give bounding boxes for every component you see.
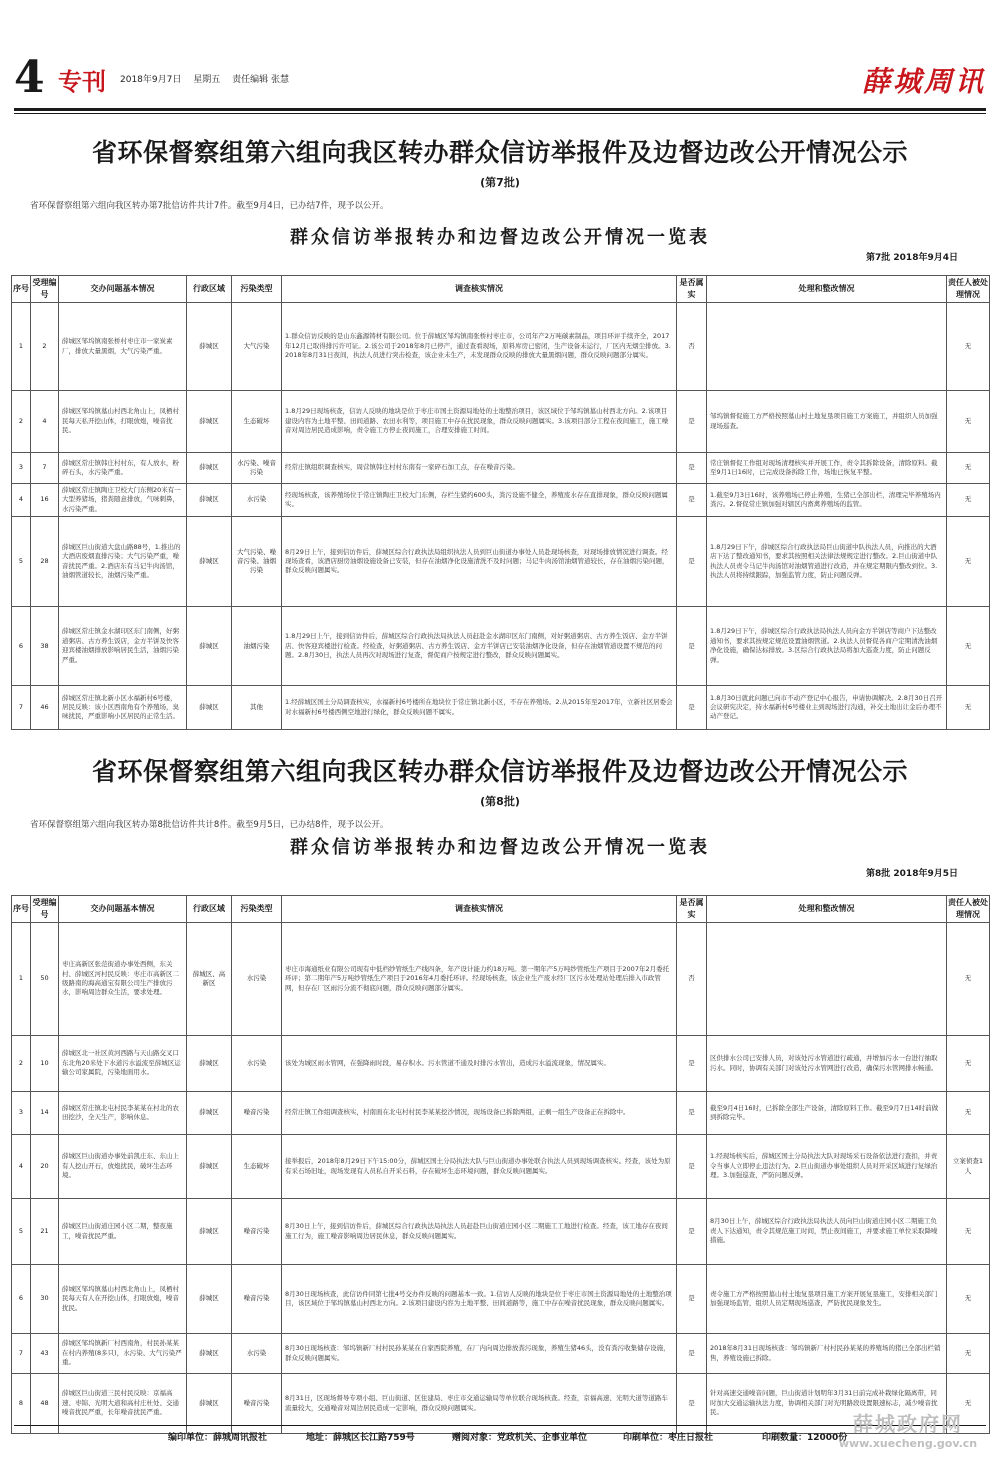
column-name: 专刊 (58, 68, 106, 96)
table-row (12, 1036, 990, 1092)
row-issue: 薛城区常庄镇北新小区水福新村6号楼，居民反映：该小区西南角有个养殖场，臭味扰民，严重影响小区居民的正常生活。 (59, 686, 187, 730)
row-issue: 薛城区常庄镇陶庄卫校大门东侧20米有一大型养猪场，猪粪随意排放，气味刺鼻，水污染严重。 (59, 484, 187, 517)
column-header: 污染类型 (232, 896, 282, 923)
row-investigation: 该处为城区雨水管网，在强降雨时段，易存积水。污水管道不通及时排污水管出，造成污水溢流现象，情况属实。 (282, 1036, 677, 1092)
row-responsible: 无 (947, 1334, 990, 1374)
row-region: 薛城区 (187, 1199, 232, 1265)
row-region: 薛城区 (187, 1092, 232, 1135)
row-verified: 否 (677, 303, 707, 391)
row-code: 48 (31, 1374, 59, 1434)
paper-logo: 薛城周讯 (861, 65, 986, 98)
row-issue: 薛城区巨山街道三民村民反映：京福高速、枣锦、光明大道和高村庄杜处、交通噪音扰民严重，长年噪音扰民严重。 (59, 1374, 187, 1434)
row-handling: 1.截至9月3日16时，该养殖场已停止养殖，生猪已全部出栏，清理完毕养殖场内粪污。2.督促常庄镇加强对辖区内畜禽养殖场的监管。 (707, 484, 947, 517)
row-responsible: 无 (947, 1092, 990, 1135)
row-investigation: 经现场核查，该养殖场位于常庄镇陶庄卫校大门东侧，存栏生猪约600头，粪污设施不健全，养殖废水存在直排现象，群众反映问题属实。 (282, 484, 677, 517)
row-number: 8 (12, 1374, 31, 1434)
row-pollution-type: 大气污染 (232, 303, 282, 391)
row-code: 10 (31, 1036, 59, 1092)
colophon-address: 地址：薛城区长江路759号 (306, 1433, 415, 1443)
table-row (12, 1334, 990, 1374)
row-code: 43 (31, 1334, 59, 1374)
row-responsible: 无 (947, 1199, 990, 1265)
batch8-table (11, 895, 990, 1434)
row-code: 50 (31, 923, 59, 1036)
batch7-intro: 省环保督察组第六组向我区转办第7批信访件共计7件。截至9月4日，已办结7件，现予以公开。 (30, 201, 389, 211)
batch7-table (11, 275, 990, 730)
row-issue: 薛城区邹坞镇墓山村西北角山上，凤栖村民每天有人在开挖山体，打眼放炮，噪音扰民。 (59, 1265, 187, 1334)
row-region: 薛城区 (187, 303, 232, 391)
issue-weekday: 星期五 (193, 75, 221, 85)
row-verified: 是 (677, 517, 707, 607)
row-responsible: 无 (947, 391, 990, 453)
batch8-subtitle: 群众信访举报转办和边督边改公开情况一览表 (290, 837, 710, 858)
row-handling: 8月30日上午，薛城区综合行政执法局执法人员向巨山街道庄园小区二期施工负责人下达通知，责令其规范施工时间，禁止夜间施工，并要求施工单位采取降噪措施。 (707, 1199, 947, 1265)
row-number: 6 (12, 1265, 31, 1334)
row-pollution-type: 其他 (232, 686, 282, 730)
row-investigation: 8月30日上午，接到信访件后，薛城区综合行政执法局执法人员赶赴巨山街道庄园小区二期施工工地进行检查。经查，该工地存在夜间施工行为，施工噪音影响周边居民休息，群众反映问题属实。 (282, 1199, 677, 1265)
row-responsible: 无 (947, 686, 990, 730)
row-verified: 是 (677, 607, 707, 686)
batch7-number: (第7批) (480, 176, 520, 189)
row-investigation: 8月30日现场核查，此信访件同第七批4号交办件反映的问题基本一致。1.信访人反映的地块是位于枣庄市国土资源局地处的土地整治项目，该区域位于邹坞镇墓山村西北方向。2.该项目建设内容为土地平整、田间道路等，施工中存在噪音扰民现象，群众反映问题属实。 (282, 1265, 677, 1334)
row-investigation: 8月30日现场核查：邹坞镇新厂村村民孙某某在自家西院养殖，在厂内向周边排放粪污现象，养殖生猪46头，没有粪污收集储存设施，群众反映问题属实。 (282, 1334, 677, 1374)
column-header: 是否属实 (677, 276, 707, 303)
page-number: 4 (14, 52, 45, 103)
row-verified: 是 (677, 1199, 707, 1265)
row-investigation: 1.8月29日现场核查，信访人反映的地块是位于枣庄市国土资源局地处的土地整治项目，该区域位于邹坞镇墓山村西北方向。2.该项目建设内容为土地平整、田间道路、农田水利等，项目施工中存在扰民现象，群众反映问题属实。3.该项目部分工程在夜间施工，施工噪音对周边居民造成影响，责令施工方停止夜间施工，合理安排施工时间。 (282, 391, 677, 453)
column-header: 行政区域 (187, 276, 232, 303)
table-row (12, 1092, 990, 1135)
table-row (12, 391, 990, 453)
row-responsible: 无 (947, 303, 990, 391)
row-pollution-type: 水污染 (232, 484, 282, 517)
row-responsible: 无 (947, 923, 990, 1036)
row-code: 16 (31, 484, 59, 517)
row-region: 薛城区 (187, 1374, 232, 1434)
row-investigation: 1.群众信访反映的是山东鑫源铸材有限公司。位于薛城区邹坞镇南张桥村枣庄市，公司年产2万吨碳素制品，项目环评手续齐全，2017年12月已取得排污许可证。2.该公司于2018年8月已停产，通过查看现场，原料库房已密闭，生产设备未运行，厂区内无烟尘排放。3.2018年8月31日夜间，执法人员进行突击检查，该企业未生产，未发现群众反映的排放大量黑烟问题，群众反映问题部分属实。 (282, 303, 677, 391)
batch8-title: 省环保督察组第六组向我区转办群众信访举报件及边督边改公开情况公示 (91, 757, 908, 786)
row-pollution-type: 水污染、噪音污染 (232, 453, 282, 484)
masthead-rule-thin (14, 113, 986, 114)
row-investigation: 枣庄市海通纸业有限公司现有中低档纱管纸生产线四条，年产设计能力约18万吨。第一期年产5万吨纱管纸生产项目于2007年2月委托环评；第二期年产5万吨纱管纸生产项目于2016年4月委托环评。经现场核查，该企业生产废水经厂区污水处理站处理后排入市政管网，但存在厂区雨污分流不彻底问题，群众反映问题部分属实。 (282, 923, 677, 1036)
row-issue: 薛城区邹坞镇新厂村西南角，村民孙某某在村内养殖(8多只)，水污染、大气污染严重。 (59, 1334, 187, 1374)
table-row (12, 1265, 990, 1334)
batch7-title: 省环保督察组第六组向我区转办群众信访举报件及边督边改公开情况公示 (91, 138, 908, 167)
table-row (12, 1199, 990, 1265)
column-header: 序号 (12, 896, 31, 923)
row-pollution-type: 噪音污染 (232, 1092, 282, 1135)
row-handling: 1.8月29日下午，薛城区综合行政执法局巨山街道中队执法人员，向推出的大酒店下达了整改通知书，要求其按照相关法律法规规定进行整改。2.巨山街道中队执法人员责令马记牛肉汤馆对油烟管道进行改造，并在规定期限内整改到位。3.执法人员将持续跟踪，加强监管力度，防止问题反弹。 (707, 517, 947, 607)
row-number: 3 (12, 453, 31, 484)
column-header: 处理和整改情况 (707, 896, 947, 923)
row-investigation: 8月29日上午，接到信访件后，薛城区综合行政执法局组织执法人员到巨山街道办事处人员赴现场核查，对现场排放情况进行调查。经现场查看，该酒店厨房油烟设施设备已安装，但存在油烟净化设施清洗不及时问题；马记牛肉汤馆油烟管道较长，存在油烟污染问题，群众反映问题属实。 (282, 517, 677, 607)
batch7-subtitle: 群众信访举报转办和边督边改公开情况一览表 (290, 227, 710, 248)
row-number: 3 (12, 1092, 31, 1135)
colophon-sponsor: 编印单位：薛城周讯报社 (168, 1433, 268, 1443)
row-region: 薛城区 (187, 484, 232, 517)
row-verified: 是 (677, 1092, 707, 1135)
row-responsible: 无 (947, 484, 990, 517)
row-number: 1 (12, 303, 31, 391)
column-header: 受理编号 (31, 276, 59, 303)
row-number: 7 (12, 686, 31, 730)
row-investigation: 经常庄镇组织调查核实，周营镇韩庄村村东南有一家碎石加工点，存在噪音污染。 (282, 453, 677, 484)
row-issue: 薛城区常庄镇韩庄村村东，有人放水，粉碎石头，水污染严重。 (59, 453, 187, 484)
row-code: 7 (31, 453, 59, 484)
row-verified: 是 (677, 391, 707, 453)
row-responsible: 立案侦查1人 (947, 1135, 990, 1199)
row-responsible: 无 (947, 607, 990, 686)
row-region: 薛城区 (187, 391, 232, 453)
row-pollution-type: 生态破坏 (232, 391, 282, 453)
row-issue: 薛城区巨山街道大盘山路88号，1.推出的大酒店废烟直排污染；大气污染严重，噪音扰民严重。2.酒店东有马记牛肉汤馆，油烟管道较长，油烟污染严重。 (59, 517, 187, 607)
row-handling (707, 923, 947, 1036)
row-verified: 是 (677, 1334, 707, 1374)
batch8-intro: 省环保督察组第六组向我区转办第8批信访件共计8件。截至9月5日，已办结8件，现予以公开。 (30, 820, 389, 830)
column-header: 调查核实情况 (282, 896, 677, 923)
row-verified: 是 (677, 484, 707, 517)
row-pollution-type: 水污染 (232, 923, 282, 1036)
row-region: 薛城区 (187, 1265, 232, 1334)
row-region: 薛城区 (187, 1135, 232, 1199)
row-pollution-type: 水污染 (232, 1334, 282, 1374)
row-issue: 薛城区常庄镇金水湖印区东门南侧，好粥道粥店、古方养生饭店，金方半饼及快客迎宾楼油烟排放影响居民生活，油烟污染严重。 (59, 607, 187, 686)
table-row (12, 517, 990, 607)
masthead (14, 52, 986, 104)
row-number: 2 (12, 1036, 31, 1092)
row-handling: 责令施工方严格按照墓山村土地复垦项目施工方案开展复垦施工，安排相关部门加强现场监管，组织人员定期现场巡查，严防扰民现象发生。 (707, 1265, 947, 1334)
row-pollution-type: 噪音污染 (232, 1374, 282, 1434)
row-issue: 薛城区邹坞镇墓山村西北角山上，凤栖村民每天私开挖山体，打眼放炮，噪音扰民。 (59, 391, 187, 453)
row-verified: 是 (677, 1036, 707, 1092)
issue-meta (120, 72, 298, 85)
column-header: 责任人被处理情况 (947, 896, 990, 923)
table-row (12, 303, 990, 391)
row-handling: 常庄镇督促工作组对现场清理核实并开展工作，责令其拆除设备，清除原料。截至9月1日16时，已完成设备拆除工作，场地已恢复平整。 (707, 453, 947, 484)
column-header: 处理和整改情况 (707, 276, 947, 303)
row-code: 28 (31, 517, 59, 607)
row-pollution-type: 噪音污染 (232, 1265, 282, 1334)
row-region: 薛城区 (187, 517, 232, 607)
row-number: 6 (12, 607, 31, 686)
row-handling: 2018年8月31日现场核查：邹坞镇新厂村村民孙某某的养殖场的猪已全部出栏销售，养殖设施已拆除。 (707, 1334, 947, 1374)
row-responsible: 无 (947, 1036, 990, 1092)
row-investigation: 接举报后，2018年8月29日下午15:00分，薛城区国土分局执法大队与巨山街道办事处联合执法人员到现场调查核实。经查，该处为原有采石场旧址，现场发现有人员私自开采石料，存在破坏生态环境问题，群众反映问题属实。 (282, 1135, 677, 1199)
row-number: 5 (12, 1199, 31, 1265)
table-row (12, 923, 990, 1036)
batch8-number: (第8批) (480, 795, 520, 808)
row-responsible: 无 (947, 1265, 990, 1334)
row-code: 2 (31, 303, 59, 391)
row-responsible: 无 (947, 453, 990, 484)
watermark-name: 薛城政府网 (853, 1412, 963, 1436)
row-investigation: 8月31日，区现场督导专项小组、巨山街道、区住建局、枣庄市交通运输局等单位联合现场核查。经查，京福高速、光明大道等道路车流量较大，交通噪音对周边居民造成一定影响，群众反映问题属实。 (282, 1374, 677, 1434)
column-header: 行政区域 (187, 896, 232, 923)
row-region: 薛城区 (187, 1036, 232, 1092)
row-pollution-type: 油烟污染 (232, 607, 282, 686)
row-code: 21 (31, 1199, 59, 1265)
row-region: 薛城区 (187, 453, 232, 484)
column-header: 受理编号 (31, 896, 59, 923)
colophon-count: 印刷数量：12000份 (762, 1433, 848, 1443)
row-verified: 是 (677, 1135, 707, 1199)
row-handling: 1.经现场核实后，薛城区国土分局执法大队对现场采石设备依法进行查扣，并责令当事人立即停止违法行为。2.巨山街道办事处组织人员对开采区域进行复绿治理。3.加强巡查，严防问题反弹。 (707, 1135, 947, 1199)
row-code: 20 (31, 1135, 59, 1199)
row-number: 4 (12, 484, 31, 517)
row-region: 薛城区、高新区 (187, 923, 232, 1036)
row-number: 4 (12, 1135, 31, 1199)
row-investigation: 1.8月29日上午，接到信访件后，薛城区综合行政执法局执法人员赶赴金水湖印区东门南侧，对好粥道粥店、古方养生饭店、金方半饼店、快客迎宾楼进行检查。经检查，好粥道粥店、古方养生饭店、金方半饼店已安装油烟净化设备，但存在油烟管道设置不规范的问题。2.8月30日，执法人员再次对现场进行复查，督促商户按规定进行整改，群众反映问题属实。 (282, 607, 677, 686)
issue-editor: 责任编辑 张慧 (232, 75, 289, 85)
row-responsible: 无 (947, 517, 990, 607)
row-pollution-type: 大气污染、噪音污染、油烟污染 (232, 517, 282, 607)
column-header: 是否属实 (677, 896, 707, 923)
row-issue: 薛城区邹坞镇南张桥村枣庄市一家炭素厂，排放大量黑烟，大气污染严重。 (59, 303, 187, 391)
column-header: 交办问题基本情况 (59, 896, 187, 923)
row-verified: 是 (677, 453, 707, 484)
colophon-scope: 赠阅对象：党政机关、企事业单位 (452, 1433, 588, 1443)
table-row (12, 484, 990, 517)
column-header: 调查核实情况 (282, 276, 677, 303)
row-number: 1 (12, 923, 31, 1036)
row-investigation: 经常庄镇工作组调查核实，村南面在北屯村村民李某某挖沙情况，现场设备已拆除两组，正剩一组生产设备正在拆除中。 (282, 1092, 677, 1135)
row-code: 38 (31, 607, 59, 686)
row-handling: 区供排水公司已安排人员，对该处污水管道进行疏通，并增加污水一台进行抽取污水。同时，协调有关部门对该处污水管网进行改造，确保污水管网排水畅通。 (707, 1036, 947, 1092)
batch8-meta: 第8批 2018年9月5日 (866, 869, 958, 879)
row-handling: 1.8月29日下午，薛城区综合行政执法局执法人员向金方半饼店等商户下达整改通知书，要求其按规定规范设置油烟管道。2.执法人员督促各商户定期清洗油烟净化设施，确保达标排放。3.区综合行政执法局将加大巡查力度，防止问题反弹。 (707, 607, 947, 686)
site-watermark (818, 1408, 998, 1450)
table-row (12, 1135, 990, 1199)
table-header-row (12, 896, 990, 923)
row-pollution-type: 噪音污染 (232, 1199, 282, 1265)
watermark-url: www.xuecheng.gov.cn (838, 1437, 978, 1450)
column-header: 责任人被处理情况 (947, 276, 990, 303)
row-verified: 是 (677, 1374, 707, 1434)
row-handling: 邹坞镇督促施工方严格按照墓山村土地复垦项目施工方案施工，并组织人员加强现场巡查。 (707, 391, 947, 453)
row-issue: 薛城区巨山街道庄园小区二期，整夜施工，噪音扰民严重。 (59, 1199, 187, 1265)
table-row (12, 453, 990, 484)
row-issue: 薛城区巨山街道办事处前凯庄东、东山上有人挖山开石，放炮扰民，破坏生态环境。 (59, 1135, 187, 1199)
row-code: 30 (31, 1265, 59, 1334)
row-pollution-type: 生态破坏 (232, 1135, 282, 1199)
row-number: 7 (12, 1334, 31, 1374)
row-number: 2 (12, 391, 31, 453)
row-number: 5 (12, 517, 31, 607)
row-handling: 1.8月30日就此问题已向市不动产登记中心报告，申请协调解决。2.8月30日召开会议研究决定，持水福新村6号楼业主到现场进行沟通，补交土地出让金后办理不动产登记。 (707, 686, 947, 730)
row-handling: 截至9月4日16时，已拆除全部生产设备，清除原料工作。截至9月7日14时前做到拆除完毕。 (707, 1092, 947, 1135)
row-investigation: 1.经薛城区国土分局调查核实，水福新村6号楼所在地块位于常庄镇北新小区，不存在养殖场。2.从2015年至2017年，立新社区居委会对水福新村6号楼西侧空地进行绿化，群众反映问题不属实。 (282, 686, 677, 730)
row-responsible: 无 (947, 1374, 990, 1434)
colophon-printer: 印刷单位：枣庄日报社 (623, 1433, 714, 1443)
row-issue: 薛城区北一社区黄河西路与天山路交叉口东北角20米处下水道污水溢流至薛城区运输公司家属院，污染地面用水。 (59, 1036, 187, 1092)
row-handling (707, 303, 947, 391)
issue-date: 2018年9月7日 (120, 75, 182, 85)
row-verified: 否 (677, 923, 707, 1036)
row-region: 薛城区 (187, 607, 232, 686)
table-row (12, 607, 990, 686)
row-region: 薛城区 (187, 1334, 232, 1374)
column-header: 污染类型 (232, 276, 282, 303)
row-verified: 是 (677, 1265, 707, 1334)
row-code: 46 (31, 686, 59, 730)
row-pollution-type: 水污染 (232, 1036, 282, 1092)
row-handling: 针对高速交通噪音问题，巨山街道计划明年3月31日前完成补栽绿化隔离带，同时加大交通运输执法力度，协调相关部门对光明路段设置限速标志，减少噪音扰民。 (707, 1374, 947, 1434)
batch7-meta: 第7批 2018年9月4日 (866, 253, 958, 263)
masthead-rule (14, 108, 986, 111)
table-row (12, 686, 990, 730)
column-header: 交办问题基本情况 (59, 276, 187, 303)
row-code: 4 (31, 391, 59, 453)
row-code: 14 (31, 1092, 59, 1135)
column-header: 序号 (12, 276, 31, 303)
table-header-row (12, 276, 990, 303)
row-issue: 枣庄高新区张范街道办事处西侧，东关村、薛城区河村民反映：枣庄市高新区二级路南的海高通宝有限公司生产排放污水，影响周边群众生活，要求处理。 (59, 923, 187, 1036)
row-verified: 是 (677, 686, 707, 730)
row-region: 薛城区 (187, 686, 232, 730)
row-issue: 薛城区常庄镇北屯村民李某某在村北的农田挖沙，全天生产，影响休息。 (59, 1092, 187, 1135)
